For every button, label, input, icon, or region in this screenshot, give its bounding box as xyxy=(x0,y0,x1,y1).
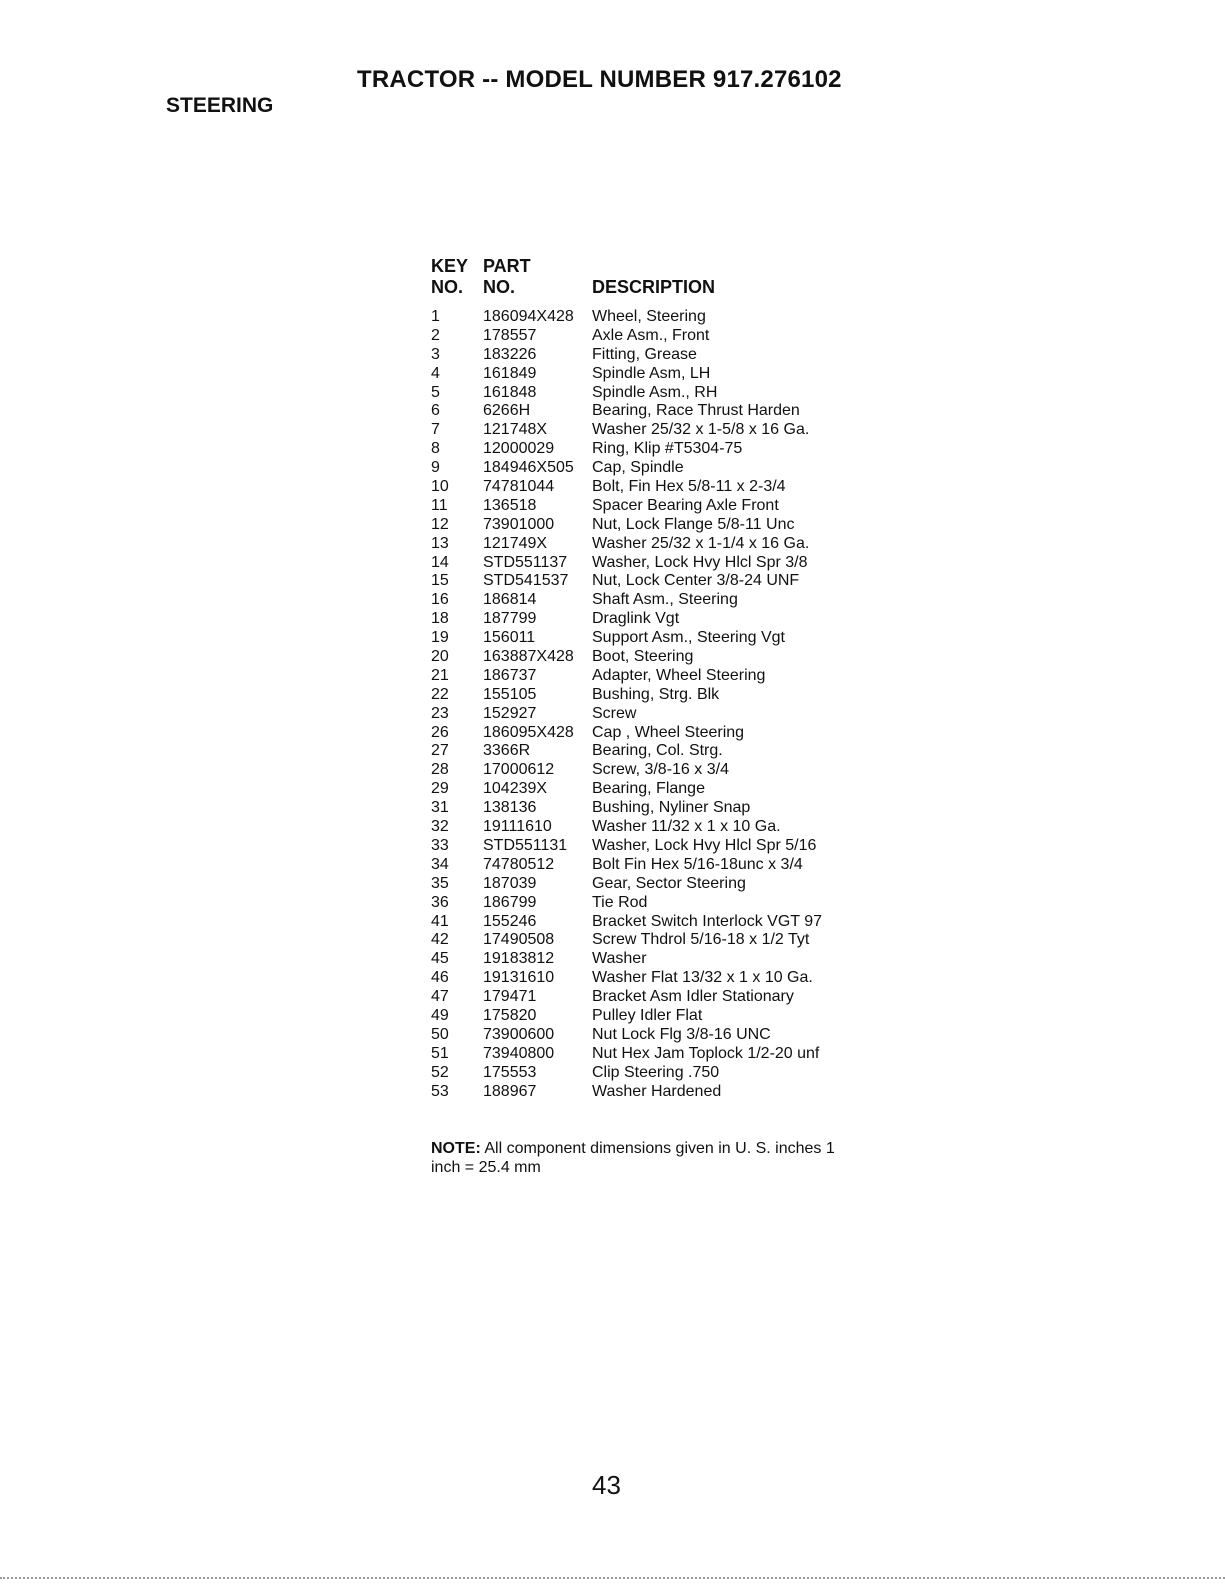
key-no: 35 xyxy=(431,874,449,892)
description: Cap, Spindle xyxy=(592,459,684,477)
parts-rows xyxy=(431,308,822,1101)
part-no: 161848 xyxy=(483,383,537,401)
header-key-line2: NO. xyxy=(431,277,464,297)
description: Gear, Sector Steering xyxy=(592,874,746,892)
description: Nut, Lock Center 3/8-24 UNF xyxy=(592,572,800,590)
table-row xyxy=(431,535,822,554)
key-no: 42 xyxy=(431,931,449,949)
table-row xyxy=(431,554,822,573)
table-row xyxy=(431,516,822,535)
key-no: 9 xyxy=(431,459,440,477)
key-no: 41 xyxy=(431,912,449,930)
table-row xyxy=(431,931,822,950)
description: Axle Asm., Front xyxy=(592,326,710,344)
table-row xyxy=(431,780,822,799)
description: Bolt, Fin Hex 5/8-11 x 2-3/4 xyxy=(592,478,786,496)
part-no: 6266H xyxy=(483,402,531,420)
part-no: 186799 xyxy=(483,893,537,911)
table-row xyxy=(431,440,822,459)
note-label: NOTE: xyxy=(431,1140,481,1157)
description: Pulley Idler Flat xyxy=(592,1006,703,1024)
table-row xyxy=(431,610,822,629)
key-no: 23 xyxy=(431,704,449,722)
table-row xyxy=(431,1064,822,1083)
part-no: 187039 xyxy=(483,874,537,892)
key-no: 15 xyxy=(431,572,449,590)
part-no: 74781044 xyxy=(483,478,555,496)
description: Support Asm., Steering Vgt xyxy=(592,629,785,647)
part-no: 183226 xyxy=(483,345,537,363)
description: Tie Rod xyxy=(592,893,648,911)
table-row xyxy=(431,950,822,969)
part-no: 179471 xyxy=(483,988,537,1006)
part-no: 19111610 xyxy=(483,818,552,836)
key-no: 50 xyxy=(431,1025,449,1043)
description: Shaft Asm., Steering xyxy=(592,591,738,609)
header-description: DESCRIPTION xyxy=(592,277,716,297)
key-no: 20 xyxy=(431,648,449,666)
key-no: 1 xyxy=(431,308,440,325)
key-no: 10 xyxy=(431,478,449,496)
part-no: 19131610 xyxy=(483,969,555,987)
table-row xyxy=(431,742,822,761)
description: Washer 25/32 x 1-5/8 x 16 Ga. xyxy=(592,421,810,439)
description: Bearing, Flange xyxy=(592,780,705,798)
table-row xyxy=(431,497,822,516)
key-no: 29 xyxy=(431,780,449,798)
description: Draglink Vgt xyxy=(592,610,680,628)
table-row xyxy=(431,421,822,440)
table-row xyxy=(431,572,822,591)
header-key-line1: KEY xyxy=(431,256,469,276)
part-no: 73900600 xyxy=(483,1025,555,1043)
key-no: 52 xyxy=(431,1063,449,1081)
key-no: 31 xyxy=(431,799,449,817)
key-no: 21 xyxy=(431,666,449,684)
description: Screw Thdrol 5/16-18 x 1/2 Tyt xyxy=(592,931,810,949)
bottom-divider xyxy=(0,1577,1225,1579)
key-no: 36 xyxy=(431,893,449,911)
description: Bolt Fin Hex 5/16-18unc x 3/4 xyxy=(592,855,803,873)
part-no: 74780512 xyxy=(483,855,555,873)
table-row xyxy=(431,1026,822,1045)
key-no: 28 xyxy=(431,761,449,779)
key-no: 16 xyxy=(431,591,449,609)
table-row xyxy=(431,1083,822,1102)
key-no: 5 xyxy=(431,383,440,401)
parts-list-header xyxy=(431,256,822,298)
description: Cap , Wheel Steering xyxy=(592,723,745,741)
section-title: STEERING xyxy=(166,94,274,117)
part-no: 73901000 xyxy=(483,515,555,533)
key-no: 34 xyxy=(431,855,449,873)
key-no: 3 xyxy=(431,345,440,363)
part-no: 152927 xyxy=(483,704,537,722)
part-no: 186094X428 xyxy=(483,308,574,325)
table-row xyxy=(431,478,822,497)
key-no: 46 xyxy=(431,969,449,987)
description: Washer xyxy=(592,950,647,968)
key-no: 33 xyxy=(431,836,449,854)
table-row xyxy=(431,1045,822,1064)
description: Bushing, Nyliner Snap xyxy=(592,799,751,817)
key-no: 27 xyxy=(431,742,449,760)
table-row xyxy=(431,894,822,913)
part-no: 121748X xyxy=(483,421,548,439)
table-row xyxy=(431,384,822,403)
key-no: 45 xyxy=(431,950,449,968)
part-no: STD541537 xyxy=(483,572,569,590)
table-row xyxy=(431,856,822,875)
key-no: 26 xyxy=(431,723,449,741)
description: Washer 25/32 x 1-1/4 x 16 Ga. xyxy=(592,534,810,552)
description: Clip Steering .750 xyxy=(592,1063,720,1081)
table-row xyxy=(431,402,822,421)
parts-list xyxy=(431,256,822,1101)
part-no: 161849 xyxy=(483,364,537,382)
key-no: 13 xyxy=(431,534,449,552)
description: Bracket Switch Interlock VGT 97 xyxy=(592,912,823,930)
table-row xyxy=(431,818,822,837)
table-row xyxy=(431,1007,822,1026)
description: Spacer Bearing Axle Front xyxy=(592,496,779,514)
description: Nut Hex Jam Toplock 1/2-20 unf xyxy=(592,1044,820,1062)
description: Bearing, Col. Strg. xyxy=(592,742,723,760)
description: Nut Lock Flg 3/8-16 UNC xyxy=(592,1025,771,1043)
key-no: 12 xyxy=(431,515,449,533)
part-no: 188967 xyxy=(483,1082,537,1100)
part-no: 121749X xyxy=(483,534,548,552)
table-row xyxy=(431,705,822,724)
header-part-line1: PART xyxy=(483,256,531,276)
table-row xyxy=(431,365,822,384)
part-no: 136518 xyxy=(483,496,537,514)
part-no: 19183812 xyxy=(483,950,555,968)
table-row xyxy=(431,308,822,327)
table-row xyxy=(431,988,822,1007)
table-row xyxy=(431,799,822,818)
table-row xyxy=(431,913,822,932)
description: Washer Flat 13/32 x 1 x 10 Ga. xyxy=(592,969,813,987)
part-no: 17000612 xyxy=(483,761,555,779)
key-no: 47 xyxy=(431,988,449,1006)
key-no: 7 xyxy=(431,421,440,439)
header-part-line2: NO. xyxy=(483,277,516,297)
part-no: 186814 xyxy=(483,591,537,609)
part-no: 186737 xyxy=(483,666,537,684)
table-row xyxy=(431,327,822,346)
part-no: 163887X428 xyxy=(483,648,574,666)
key-no: 4 xyxy=(431,364,440,382)
table-row xyxy=(431,875,822,894)
part-no: 73940800 xyxy=(483,1044,555,1062)
description: Screw, 3/8-16 x 3/4 xyxy=(592,761,729,779)
table-row xyxy=(431,724,822,743)
table-row xyxy=(431,629,822,648)
page-number: 43 xyxy=(592,1470,621,1500)
part-no: 156011 xyxy=(483,629,536,647)
part-no: 175553 xyxy=(483,1063,537,1081)
part-no: STD551137 xyxy=(483,553,568,571)
key-no: 49 xyxy=(431,1006,449,1024)
table-row xyxy=(431,648,822,667)
part-no: 17490508 xyxy=(483,931,555,949)
table-row xyxy=(431,346,822,365)
table-row xyxy=(431,686,822,705)
description: Boot, Steering xyxy=(592,648,694,666)
part-no: 12000029 xyxy=(483,440,555,458)
part-no: STD551131 xyxy=(483,836,568,854)
description: Bracket Asm Idler Stationary xyxy=(592,988,794,1006)
table-row xyxy=(431,459,822,478)
part-no: 186095X428 xyxy=(483,723,574,741)
description: Washer, Lock Hvy Hlcl Spr 5/16 xyxy=(592,836,817,854)
key-no: 6 xyxy=(431,402,440,420)
description: Washer Hardened xyxy=(592,1082,722,1100)
description: Screw xyxy=(592,704,637,722)
part-no: 184946X505 xyxy=(483,459,574,477)
table-row xyxy=(431,667,822,686)
key-no: 8 xyxy=(431,440,440,458)
description: Washer 11/32 x 1 x 10 Ga. xyxy=(592,818,781,836)
table-row xyxy=(431,837,822,856)
key-no: 18 xyxy=(431,610,449,628)
note-text: All component dimensions given in U. S. inches 1 inch = 25.4 mm xyxy=(431,1140,835,1176)
part-no: 155105 xyxy=(483,685,537,703)
description: Bearing, Race Thrust Harden xyxy=(592,402,800,420)
description: Ring, Klip #T5304-75 xyxy=(592,440,743,458)
key-no: 11 xyxy=(431,496,448,514)
description: Fitting, Grease xyxy=(592,345,697,363)
key-no: 19 xyxy=(431,629,449,647)
key-no: 14 xyxy=(431,553,449,571)
description: Wheel, Steering xyxy=(592,308,706,325)
description: Spindle Asm., RH xyxy=(592,383,718,401)
model-title: TRACTOR -- MODEL NUMBER 917.276102 xyxy=(357,66,842,93)
part-no: 187799 xyxy=(483,610,537,628)
key-no: 51 xyxy=(431,1044,449,1062)
table-row xyxy=(431,969,822,988)
key-no: 32 xyxy=(431,818,449,836)
key-no: 2 xyxy=(431,326,440,344)
key-no: 22 xyxy=(431,685,449,703)
note xyxy=(431,1139,851,1177)
description: Nut, Lock Flange 5/8-11 Unc xyxy=(592,515,795,533)
part-no: 104239X xyxy=(483,780,548,798)
description: Spindle Asm, LH xyxy=(592,364,711,382)
part-no: 155246 xyxy=(483,912,537,930)
table-row xyxy=(431,591,822,610)
description: Washer, Lock Hvy Hlcl Spr 3/8 xyxy=(592,553,808,571)
key-no: 53 xyxy=(431,1082,449,1100)
description: Adapter, Wheel Steering xyxy=(592,666,766,684)
table-row xyxy=(431,761,822,780)
description: Bushing, Strg. Blk xyxy=(592,685,720,703)
part-no: 178557 xyxy=(483,326,537,344)
part-no: 3366R xyxy=(483,742,531,760)
part-no: 138136 xyxy=(483,799,537,817)
part-no: 175820 xyxy=(483,1006,537,1024)
